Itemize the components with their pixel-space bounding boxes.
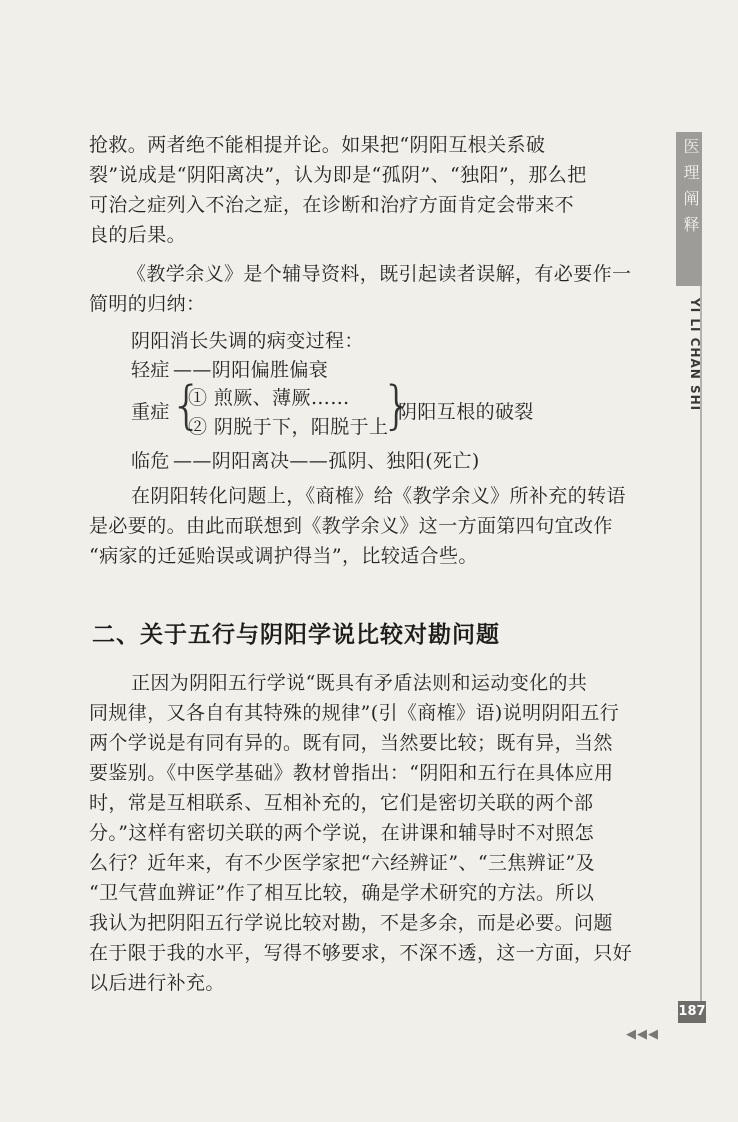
summary-title: 阴阳消长失调的病变过程： [131,330,364,352]
text-line: 同规律，又各自有其特殊的规律”(引《商榷》语)说明阴阳五行 [89,702,620,724]
severe-item: ② 阴脱于下，阳脱于上 [188,416,389,438]
text-line: 抢救。两者绝不能相提并论。如果把“阴阳互根关系破 [89,134,546,156]
text-line: 分。”这样有密切关联的两个学说，在讲课和辅导时不对照怎 [89,822,595,844]
text-line: 裂”说成是“阴阳离决”，认为即是“孤阴”、“独阳”，那么把 [89,164,587,186]
text-line: 良的后果。 [89,224,187,246]
critical-value: ——阴阳离决——孤阴、独阳(死亡) [173,450,480,472]
text-line: 时，常是互相联系、互相补充的，它们是密切关联的两个部 [89,792,594,814]
left-brace-icon: { [170,376,204,436]
text-line: 我认为把阴阳五行学说比较对勘，不是多余，而是必要。问题 [89,912,613,934]
text-line: 以后进行补充。 [89,972,225,994]
text-line: 《教学余义》是个辅导资料，既引起读者误解，有必要作一 [127,263,632,285]
text-line: 两个学说是有同有异的。既有同，当然要比较；既有异，当然 [89,732,613,754]
severe-result: 阴阳互根的破裂 [398,401,534,423]
section-tab [676,132,702,286]
severe-label: 重症 [131,401,170,423]
text-line: 么行？近年来，有不少医学家把“六经辨证”、“三焦辨证”及 [89,852,596,874]
text-line: 正因为阴阳五行学说“既具有矛盾法则和运动变化的共 [131,672,588,694]
text-line: 在阴阳转化问题上，《商榷》给《教学余义》所补充的转语 [131,485,626,507]
mild-value: ——阴阳偏胜偏衰 [173,359,329,381]
text-line: 可治之症列入不治之症，在诊断和治疗方面肯定会带来不 [89,194,575,216]
section-heading: 二、关于五行与阴阳学说比较对勘问题 [92,622,500,648]
text-line: 在于限于我的水平，写得不够要求，不深不透，这一方面，只好 [89,942,633,964]
section-tab-label: 医理阐释 [681,138,700,242]
text-line: “病家的迁延贻误或调护得当”，比较适合些。 [89,545,478,567]
page-number: 187 [678,1001,706,1023]
page-arrows-icon: ◀◀◀ [626,1027,659,1042]
section-pinyin: YI LI CHAN SHI [688,298,702,412]
text-line: 是必要的。由此而联想到《教学余义》这一方面第四句宜改作 [89,515,613,537]
severe-item: ① 煎厥、薄厥…… [188,387,350,409]
text-line: 简明的归纳： [89,293,206,315]
mild-label: 轻症 [131,359,170,381]
critical-label: 临危 [131,450,170,472]
text-line: “卫气营血辨证”作了相互比较，确是学术研究的方法。所以 [89,882,595,904]
right-brace-icon: } [381,376,415,436]
text-line: 要鉴别。《中医学基础》教材曾指出：“阴阳和五行在具体应用 [89,762,614,784]
